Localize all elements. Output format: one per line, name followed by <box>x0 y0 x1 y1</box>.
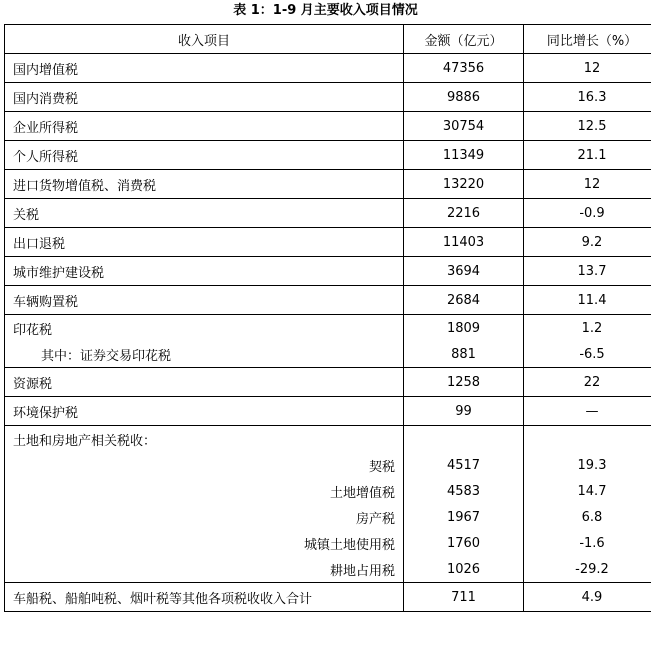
row-growth: 21.1 <box>524 141 651 170</box>
row-amount: 4583 <box>404 478 524 504</box>
row-amount: 99 <box>404 397 524 426</box>
row-growth: 4.9 <box>524 583 651 612</box>
row-amount: 1967 <box>404 504 524 530</box>
row-growth: 1.2 <box>524 315 651 342</box>
row-growth: 9.2 <box>524 228 651 257</box>
row-amount: 47356 <box>404 54 524 83</box>
row-item: 国内消费税 <box>5 83 404 112</box>
row-amount: 11403 <box>404 228 524 257</box>
stamp-tax-sub-row <box>5 341 651 368</box>
table-row <box>5 141 651 170</box>
row-item: 关税 <box>5 199 404 228</box>
land-tax-row <box>5 504 651 530</box>
row-item: 出口退税 <box>5 228 404 257</box>
row-item: 车船税、船舶吨税、烟叶税等其他各项税收收入合计 <box>5 583 404 612</box>
row-growth <box>524 426 651 453</box>
table-row <box>5 228 651 257</box>
row-amount: 9886 <box>404 83 524 112</box>
row-growth: 12.5 <box>524 112 651 141</box>
land-tax-row <box>5 478 651 504</box>
row-amount: 30754 <box>404 112 524 141</box>
header-amount: 金额（亿元） <box>404 25 524 54</box>
table-row <box>5 257 651 286</box>
row-item: 国内增值税 <box>5 54 404 83</box>
table-title: 表 1：1-9 月主要收入项目情况 <box>233 3 418 18</box>
row-amount: 711 <box>404 583 524 612</box>
row-amount: 11349 <box>404 141 524 170</box>
row-item: 契税 <box>5 452 404 478</box>
table-row <box>5 397 651 426</box>
row-amount: 2216 <box>404 199 524 228</box>
table-header-row <box>5 25 651 54</box>
row-growth: 11.4 <box>524 286 651 315</box>
row-amount: 881 <box>404 341 524 368</box>
table-row <box>5 170 651 199</box>
row-item: 房产税 <box>5 504 404 530</box>
row-item: 城镇土地使用税 <box>5 530 404 556</box>
land-tax-heading-row <box>5 426 651 453</box>
table-row <box>5 199 651 228</box>
row-growth: — <box>524 397 651 426</box>
row-growth: 19.3 <box>524 452 651 478</box>
row-growth: -1.6 <box>524 530 651 556</box>
row-item: 资源税 <box>5 368 404 397</box>
row-growth: 16.3 <box>524 83 651 112</box>
row-amount: 1760 <box>404 530 524 556</box>
row-amount: 1026 <box>404 556 524 583</box>
revenue-table <box>4 24 651 612</box>
table-row <box>5 286 651 315</box>
row-growth: 22 <box>524 368 651 397</box>
total-row <box>5 583 651 612</box>
row-item: 车辆购置税 <box>5 286 404 315</box>
row-growth: -0.9 <box>524 199 651 228</box>
land-tax-heading: 土地和房地产相关税收： <box>5 426 404 453</box>
header-growth: 同比增长（%） <box>524 25 651 54</box>
row-item: 环境保护税 <box>5 397 404 426</box>
row-amount: 1809 <box>404 315 524 342</box>
row-item: 耕地占用税 <box>5 556 404 583</box>
row-growth: 12 <box>524 170 651 199</box>
row-growth: 14.7 <box>524 478 651 504</box>
table-row <box>5 112 651 141</box>
table-row <box>5 54 651 83</box>
row-growth: 12 <box>524 54 651 83</box>
row-item: 印花税 <box>5 315 404 342</box>
row-growth: -29.2 <box>524 556 651 583</box>
row-growth: 6.8 <box>524 504 651 530</box>
table-row <box>5 83 651 112</box>
row-growth: 13.7 <box>524 257 651 286</box>
land-tax-row <box>5 452 651 478</box>
row-item: 城市维护建设税 <box>5 257 404 286</box>
header-item: 收入项目 <box>5 25 404 54</box>
row-item: 土地增值税 <box>5 478 404 504</box>
row-amount: 13220 <box>404 170 524 199</box>
table-row <box>5 368 651 397</box>
row-amount <box>404 426 524 453</box>
stamp-tax-row <box>5 315 651 342</box>
row-amount: 1258 <box>404 368 524 397</box>
row-item: 企业所得税 <box>5 112 404 141</box>
row-item: 其中：证券交易印花税 <box>5 341 404 368</box>
land-tax-row <box>5 556 651 583</box>
land-tax-row <box>5 530 651 556</box>
row-growth: -6.5 <box>524 341 651 368</box>
row-amount: 3694 <box>404 257 524 286</box>
row-amount: 2684 <box>404 286 524 315</box>
row-amount: 4517 <box>404 452 524 478</box>
row-item: 个人所得税 <box>5 141 404 170</box>
row-item: 进口货物增值税、消费税 <box>5 170 404 199</box>
